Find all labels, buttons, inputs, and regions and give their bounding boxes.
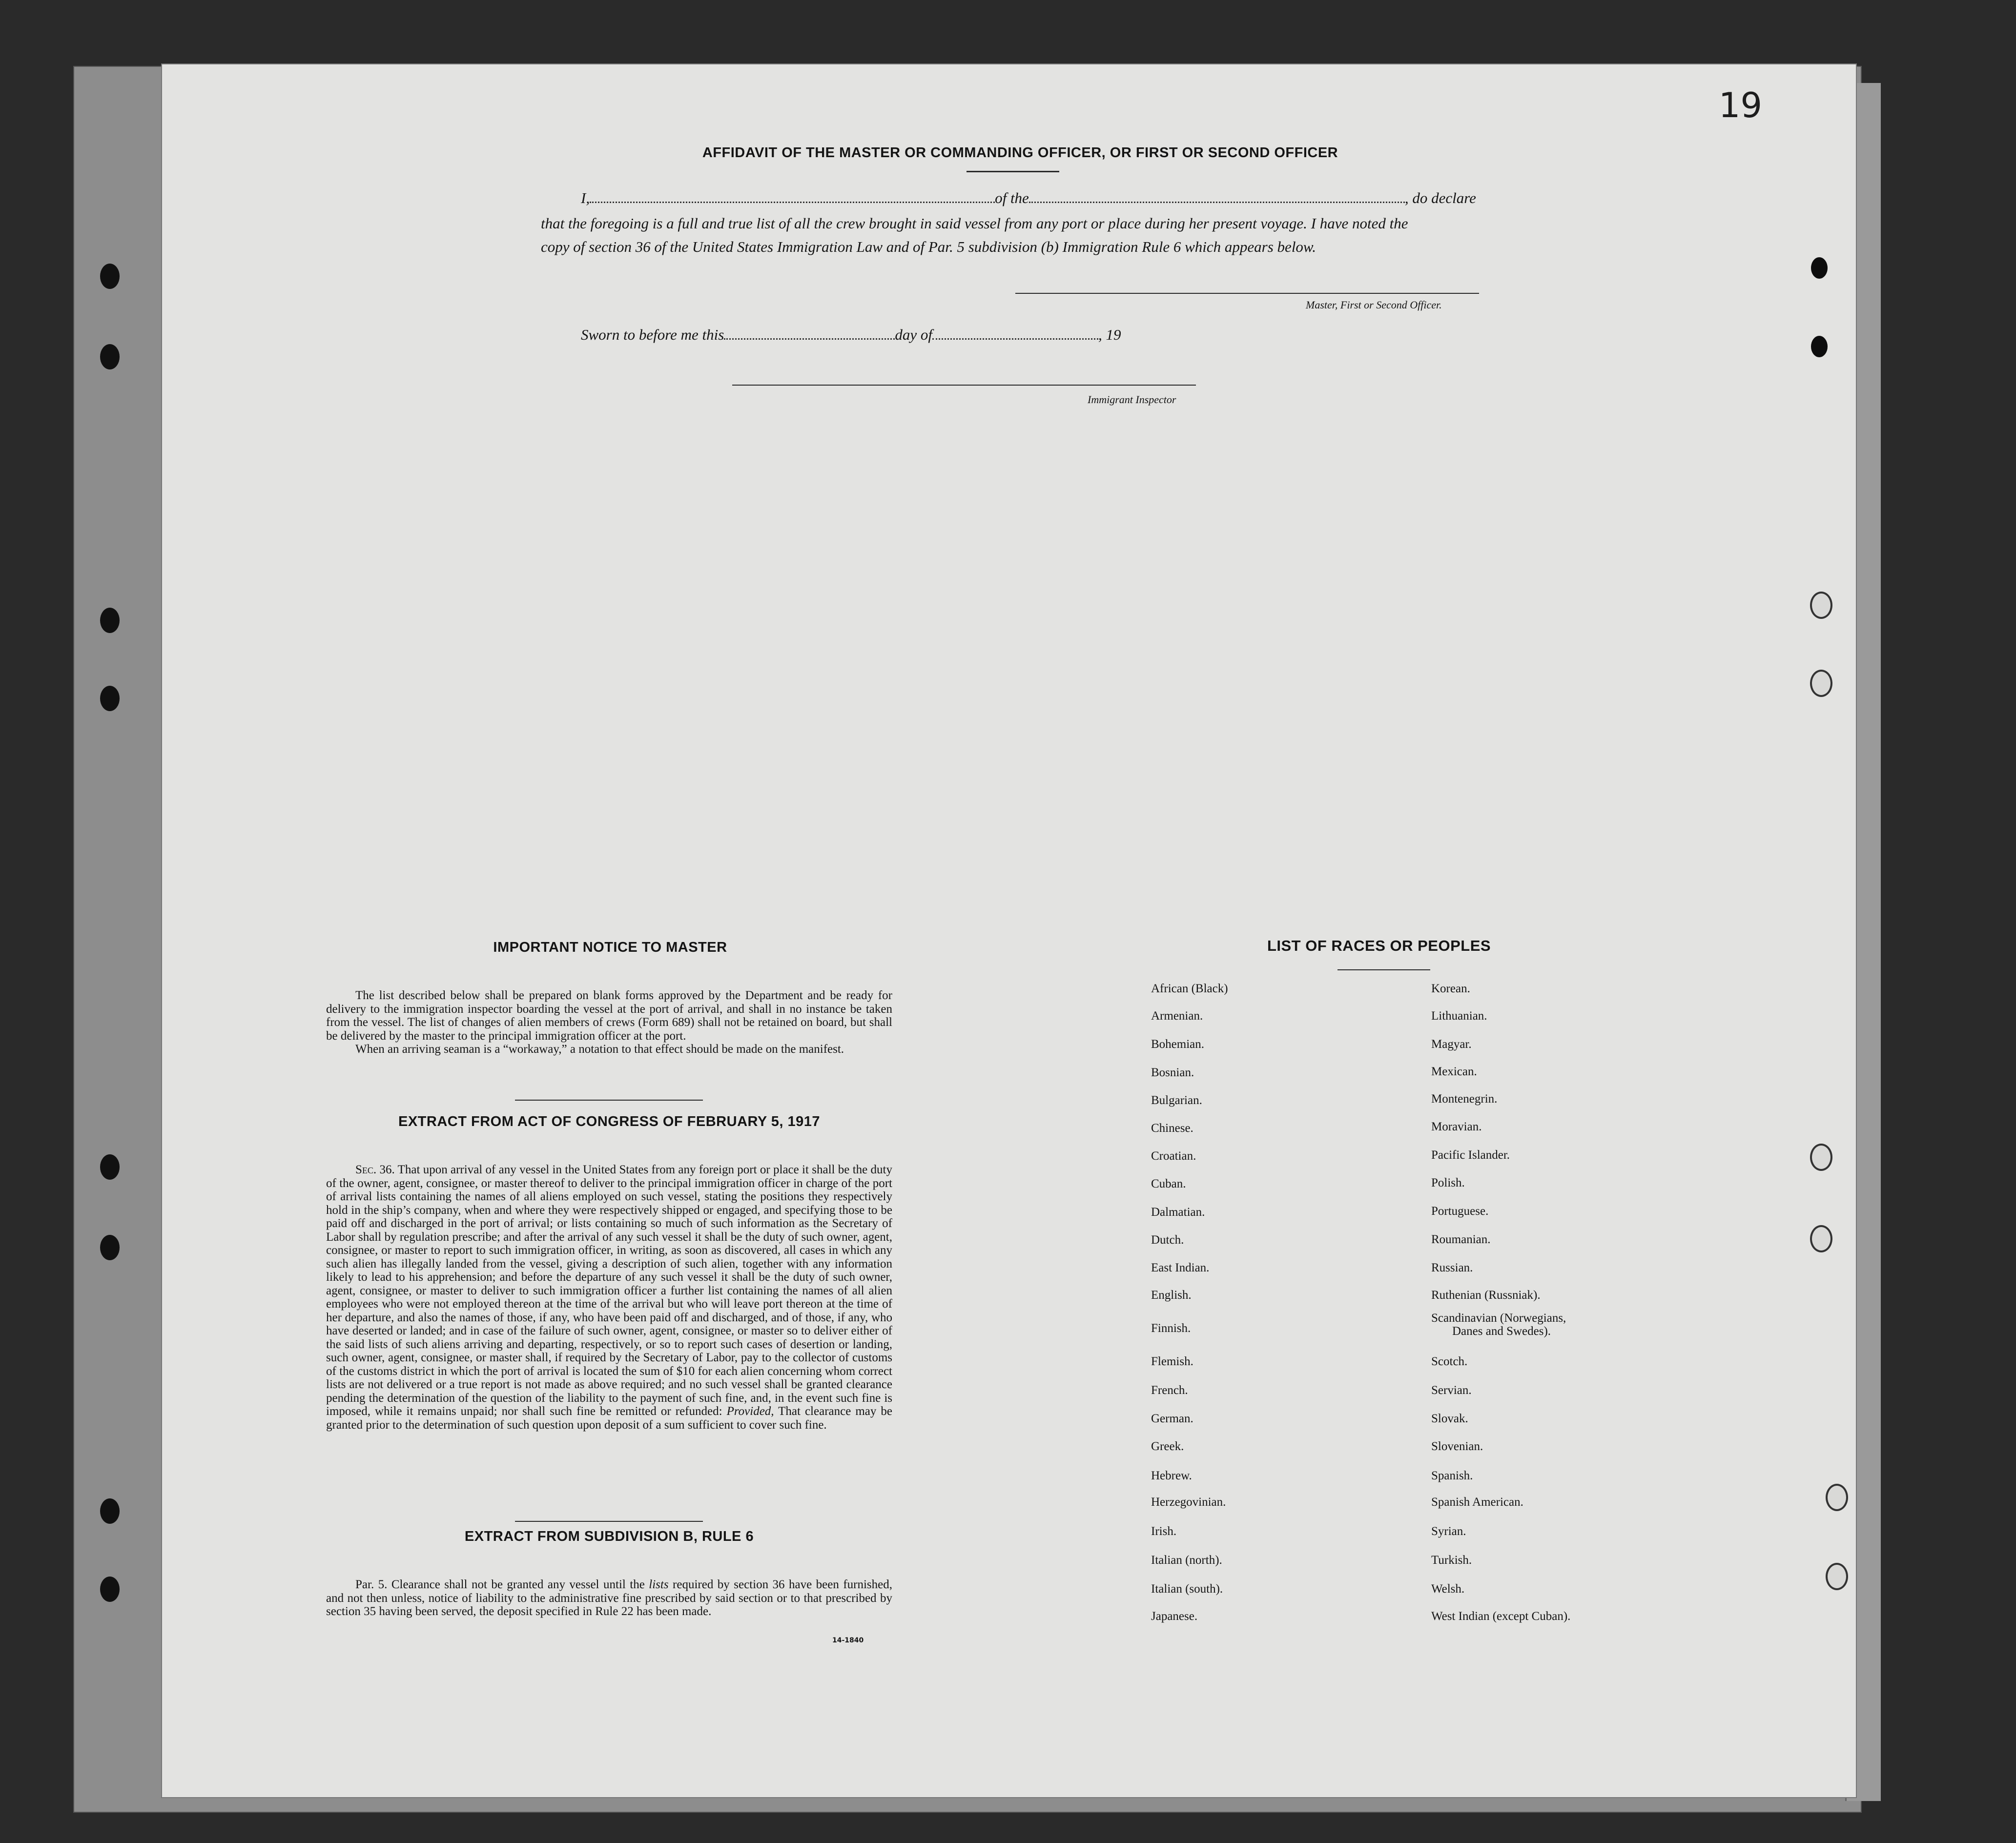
punch-hole <box>1826 1563 1848 1590</box>
race-item: Portuguese. <box>1431 1205 1489 1218</box>
race-item: Flemish. <box>1151 1355 1193 1368</box>
section-rule <box>515 1521 703 1522</box>
punch-hole <box>1810 670 1832 697</box>
affidavit-line-3: copy of section 36 of the United States Immigration Law and of Par. 5 subdivision (b) Immigration Rule 6 which appears below. <box>541 238 1317 255</box>
race-item: Spanish. <box>1431 1469 1473 1482</box>
section-36-body: 36. That upon arrival of any vessel in the United States from any foreign port or place it shall be the duty of the owner, agent, consignee, or master thereof to deliver to the principal immigration officer in charge of the port of arrival lists containing the names of all aliens employed on such vessel, stating the positions they respectively hold in the ship’s company, when and where they were respectively shipped or engaged, and specifying those to be paid off and discharged in the port of arrival; or lists containing so much of such information as the Secretary of Labor shall by regulation prescribe; and after the arrival of any such vessel it shall be the duty of such owner, agent, consignee, or master to report to such immigration officer, in writing, as soon as discovered, all cases in which any such alien has illegally landed from the vessel, giving a description of such alien, together with any information likely to lead to his apprehension; and before the departure of any such vessel it shall be the duty of such owner, agent, consignee, or master to deliver to such immigration officer a further list containing the names of all alien employees who were not employed thereon at the time of the arrival but who will leave port thereon at the time of her departure, and also the names of those, if any, who have been paid off and discharged, and of those, if any, who have deserted or landed; and in case of the failure of such owner, agent, consignee, or master so to deliver either of the said lists of such aliens arriving and departing, respectively, or so to report such cases of desertion or landing, such owner, agent, consignee, or master shall, if required by the Secretary of Labor, pay to the collector of customs of the customs district in which the port of arrival is located the sum of $10 for each alien concerning whom correct lists are not delivered or a true report is not made as above required; and no such vessel shall be granted clearance pending the determination of the question of the liability to the payment of such fine, and, in the event such fine is imposed, while it remains unpaid; nor shall such fine be remitted or refunded: <box>326 1163 892 1418</box>
races-title: LIST OF RACES OR PEOPLES <box>1267 937 1491 954</box>
race-item: Korean. <box>1431 982 1470 995</box>
race-item: Bulgarian. <box>1151 1094 1202 1107</box>
binder-hole <box>100 1577 120 1602</box>
race-item: Polish. <box>1431 1176 1465 1189</box>
affidavit-title: AFFIDAVIT OF THE MASTER OR COMMANDING OFFICER, OR FIRST OR SECOND OFFICER <box>702 145 1338 161</box>
binder-hole <box>100 264 120 289</box>
race-item: West Indian (except Cuban). <box>1431 1610 1571 1623</box>
race-item: Dalmatian. <box>1151 1206 1205 1219</box>
signature-line[interactable] <box>1015 293 1479 294</box>
affidavit-do-declare: , do declare <box>1404 189 1476 206</box>
vessel-blank[interactable] <box>1029 202 1405 203</box>
race-item: Scandinavian (Norwegians, <box>1431 1311 1566 1325</box>
extract-rule-title: EXTRACT FROM SUBDIVISION B, RULE 6 <box>464 1529 754 1544</box>
extract-act-text <box>326 1163 892 1432</box>
sworn-line <box>581 326 1121 344</box>
race-item: Slovenian. <box>1431 1440 1483 1453</box>
form-number: 14-1840 <box>832 1637 864 1644</box>
race-item: Lithuanian. <box>1431 1009 1487 1023</box>
rule-body-continued: required by section 36 have been furnished, and not then unless, notice of liability to the administrative fine prescribed by said section or to that prescribed by section 35 having been served, the deposit specified in Rule 22 has been made. <box>326 1578 892 1618</box>
handwritten-number: 19 <box>1718 85 1762 125</box>
punch-hole <box>1811 336 1828 357</box>
race-item: Greek. <box>1151 1440 1184 1453</box>
punch-hole <box>1810 592 1832 619</box>
race-item: African (Black) <box>1151 982 1228 995</box>
title-rule <box>967 171 1059 172</box>
race-item: Servian. <box>1431 1384 1472 1397</box>
sworn-day-of: day of <box>895 326 932 343</box>
race-item: Pacific Islander. <box>1431 1148 1510 1162</box>
notice-paragraph-1: The list described below shall be prepared on blank forms approved by the Department and be ready for delivery to the immigration inspector boarding the vessel at the port of arrival, and shall in no instance be taken from the vessel. The list of changes of alien members of crews (Form 689) shall not be retained on board, but shall be delivered by the master to the principal immigration officer at the port. <box>326 989 892 1043</box>
section-36-proviso: That clearance may be granted prior to the determination of such question upon deposit of a sum sufficient to cover such fine. <box>326 1405 892 1432</box>
race-item: Italian (north). <box>1151 1554 1222 1567</box>
race-item: Magyar. <box>1431 1038 1472 1051</box>
race-item: Bohemian. <box>1151 1038 1205 1051</box>
race-item: Italian (south). <box>1151 1582 1223 1596</box>
binder-hole <box>100 344 120 369</box>
race-item: French. <box>1151 1384 1188 1397</box>
sec-label: Sec. <box>355 1163 377 1176</box>
inspector-caption: Immigrant Inspector <box>1088 393 1176 406</box>
sworn-year: , 19 <box>1098 326 1121 343</box>
provided-word: Provided, <box>726 1405 774 1418</box>
race-item: Dutch. <box>1151 1233 1184 1247</box>
race-item: Chinese. <box>1151 1122 1193 1135</box>
race-item: Roumanian. <box>1431 1233 1491 1246</box>
race-item: Bosnian. <box>1151 1066 1194 1079</box>
sworn-day-blank[interactable] <box>724 338 895 340</box>
rule-paragraph <box>326 1578 892 1618</box>
signature-caption: Master, First or Second Officer. <box>1306 299 1442 311</box>
race-item: English. <box>1151 1289 1192 1302</box>
race-item: Finnish. <box>1151 1322 1191 1335</box>
race-item: Japanese. <box>1151 1610 1198 1623</box>
name-blank[interactable] <box>590 202 995 203</box>
race-item: Syrian. <box>1431 1525 1466 1538</box>
race-item: Turkish. <box>1431 1554 1472 1567</box>
sworn-prefix: Sworn to before me this <box>581 326 724 343</box>
notice-paragraph-2: When an arriving seaman is a “workaway,” a notation to that effect should be made on the manifest. <box>355 1043 844 1056</box>
race-item: Cuban. <box>1151 1177 1186 1190</box>
race-item: German. <box>1151 1412 1193 1425</box>
race-item: East Indian. <box>1151 1261 1210 1274</box>
affidavit-line-2: that the foregoing is a full and true list of all the crew brought in said vessel from any port or place during her present voyage. I have noted the <box>541 215 1408 232</box>
inspector-signature-line[interactable] <box>732 385 1196 386</box>
punch-hole <box>1810 1144 1832 1171</box>
race-item: Russian. <box>1431 1261 1473 1274</box>
race-item: Slovak. <box>1431 1412 1468 1425</box>
race-item: Scotch. <box>1431 1355 1468 1368</box>
rule-body: Par. 5. Clearance shall not be granted any vessel until the <box>355 1578 649 1591</box>
races-title-rule <box>1337 969 1430 970</box>
extract-rule-text <box>326 1578 892 1618</box>
notice-text <box>326 989 892 1056</box>
race-item: Montenegrin. <box>1431 1092 1498 1106</box>
binder-hole <box>100 1235 120 1260</box>
race-item: Moravian. <box>1431 1120 1482 1133</box>
binder-hole <box>100 1498 120 1524</box>
section-rule <box>515 1100 703 1101</box>
extract-act-title: EXTRACT FROM ACT OF CONGRESS OF FEBRUARY 5, 1917 <box>398 1114 821 1129</box>
race-item: Ruthenian (Russniak). <box>1431 1289 1541 1302</box>
race-item: Welsh. <box>1431 1582 1465 1596</box>
race-item: Spanish American. <box>1431 1495 1523 1509</box>
binder-hole <box>100 1154 120 1180</box>
binder-hole <box>100 686 120 711</box>
punch-hole <box>1811 257 1828 279</box>
race-item: Danes and Swedes). <box>1452 1325 1551 1338</box>
race-item: Mexican. <box>1431 1065 1477 1078</box>
affidavit-i: I, <box>581 189 590 206</box>
section-36-paragraph <box>326 1163 892 1432</box>
sworn-month-blank[interactable] <box>932 338 1098 340</box>
notice-title: IMPORTANT NOTICE TO MASTER <box>493 940 727 955</box>
race-item: Herzegovinian. <box>1151 1495 1226 1509</box>
race-item: Armenian. <box>1151 1009 1203 1023</box>
punch-hole <box>1810 1225 1832 1252</box>
race-item: Irish. <box>1151 1525 1177 1538</box>
binder-hole <box>100 608 120 633</box>
punch-hole <box>1826 1484 1848 1511</box>
race-item: Hebrew. <box>1151 1469 1192 1482</box>
race-item: Croatian. <box>1151 1149 1196 1163</box>
affidavit-line-1 <box>581 189 1476 207</box>
affidavit-of-the: of the <box>995 189 1029 206</box>
lists-word: lists <box>649 1578 669 1591</box>
